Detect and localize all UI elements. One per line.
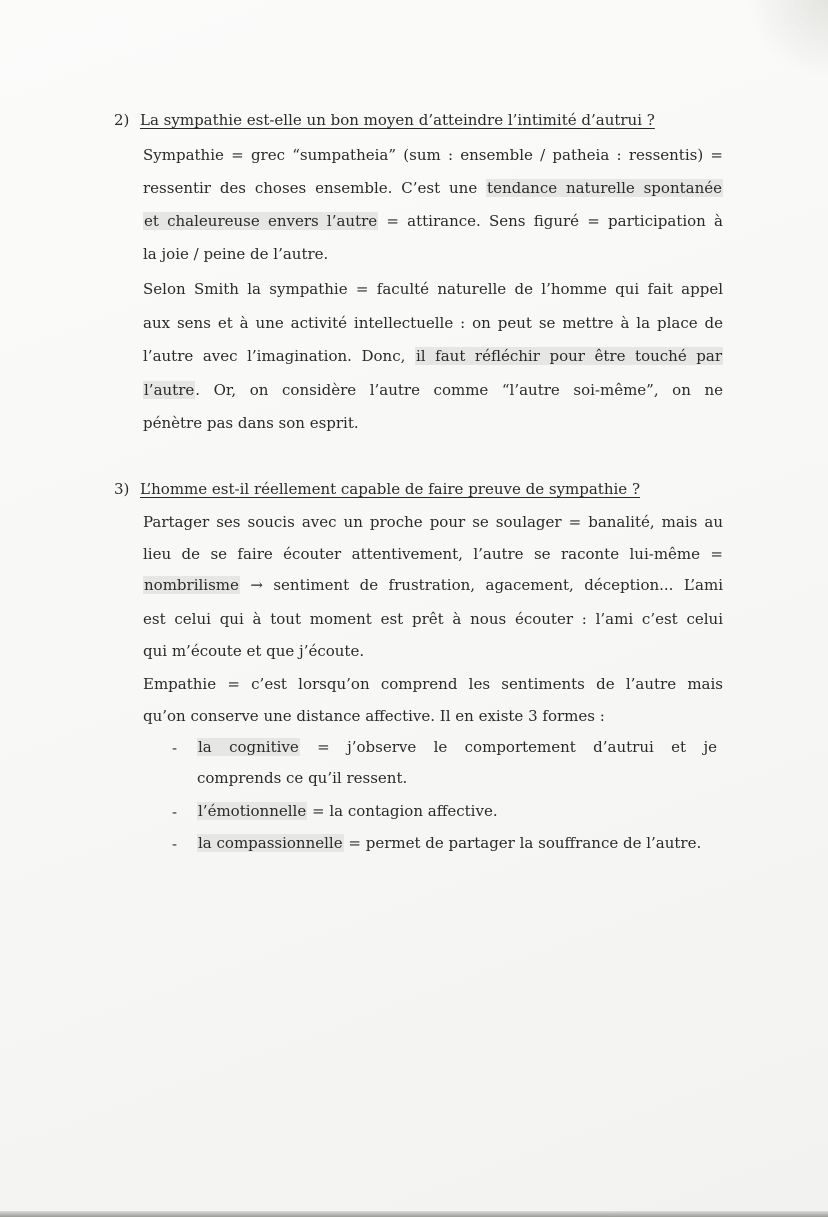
section-number: 3)	[114, 480, 130, 498]
highlight: l’émotionnelle	[198, 802, 307, 820]
paragraph-line: aux sens et à une activité intellectuelle : on peut se mettre à la place de	[143, 314, 723, 332]
paragraph-line: l’autre avec l’imagination. Donc, il faut réfléchir pour être touché par	[143, 347, 723, 365]
highlight: et chaleureuse envers l’autre	[144, 212, 378, 230]
paragraph-line: ressentir des choses ensemble. C’est une tendance naturelle spontanée	[143, 179, 722, 197]
paragraph-line: pénètre pas dans son esprit.	[143, 414, 359, 432]
paragraph-line: Partager ses soucis avec un proche pour se soulager = banalité, mais au	[143, 513, 723, 531]
paragraph-line: la joie / peine de l’autre.	[143, 245, 329, 263]
section-number: 2)	[114, 111, 130, 129]
paragraph-line: Empathie = c’est lorsqu’on comprend les sentiments de l’autre mais	[143, 675, 723, 693]
paragraph-line: et chaleureuse envers l’autre = attirance. Sens figuré = participation à	[144, 212, 723, 230]
paragraph-line: Selon Smith la sympathie = faculté naturelle de l’homme qui fait appel	[143, 280, 723, 298]
paragraph-line: qui m’écoute et que j’écoute.	[143, 642, 365, 660]
paragraph-line: lieu de se faire écouter attentivement, l’autre se raconte lui-même =	[143, 545, 723, 563]
highlight: nombrilisme	[144, 576, 239, 594]
bullet-dash: -	[172, 739, 178, 757]
paragraph-line: nombrilisme → sentiment de frustration, agacement, déception... L’ami	[144, 576, 723, 594]
section-3-heading	[114, 479, 640, 499]
paragraph-line: qu’on conserve une distance affective. Il en existe 3 formes :	[143, 707, 605, 725]
highlight: la cognitive	[198, 738, 299, 756]
bullet-dash: -	[172, 803, 178, 821]
corner-shadow	[748, 0, 828, 80]
bullet-item: la compassionnelle = permet de partager la souffrance de l’autre.	[198, 834, 702, 852]
paragraph-line: est celui qui à tout moment est prêt à nous écouter : l’ami c’est celui	[143, 610, 723, 628]
section-title: La sympathie est-elle un bon moyen d’atteindre l’intimité d’autrui ?	[140, 111, 655, 129]
paragraph-line: Sympathie = grec “sumpatheia” (sum : ensemble / patheia : ressentis) =	[143, 146, 723, 164]
highlight: tendance naturelle spontanée	[487, 179, 722, 197]
highlight: il faut réfléchir pour être touché par	[415, 347, 723, 365]
section-title: L’homme est-il réellement capable de faire preuve de sympathie ?	[140, 480, 640, 498]
bullet-dash: -	[172, 835, 178, 853]
paragraph-line: l’autre. Or, on considère l’autre comme “l’autre soi-même”, on ne	[144, 381, 723, 399]
highlight: l’autre	[144, 381, 195, 399]
section-2-heading	[114, 110, 655, 130]
highlight: la compassionnelle	[198, 834, 343, 852]
bullet-item: l’émotionnelle = la contagion affective.	[198, 802, 498, 820]
bullet-item: la cognitive = j’observe le comportement d’autrui et je	[198, 738, 717, 756]
page-bottom-edge	[0, 1211, 828, 1217]
bullet-item-continuation: comprends ce qu’il ressent.	[197, 769, 408, 787]
